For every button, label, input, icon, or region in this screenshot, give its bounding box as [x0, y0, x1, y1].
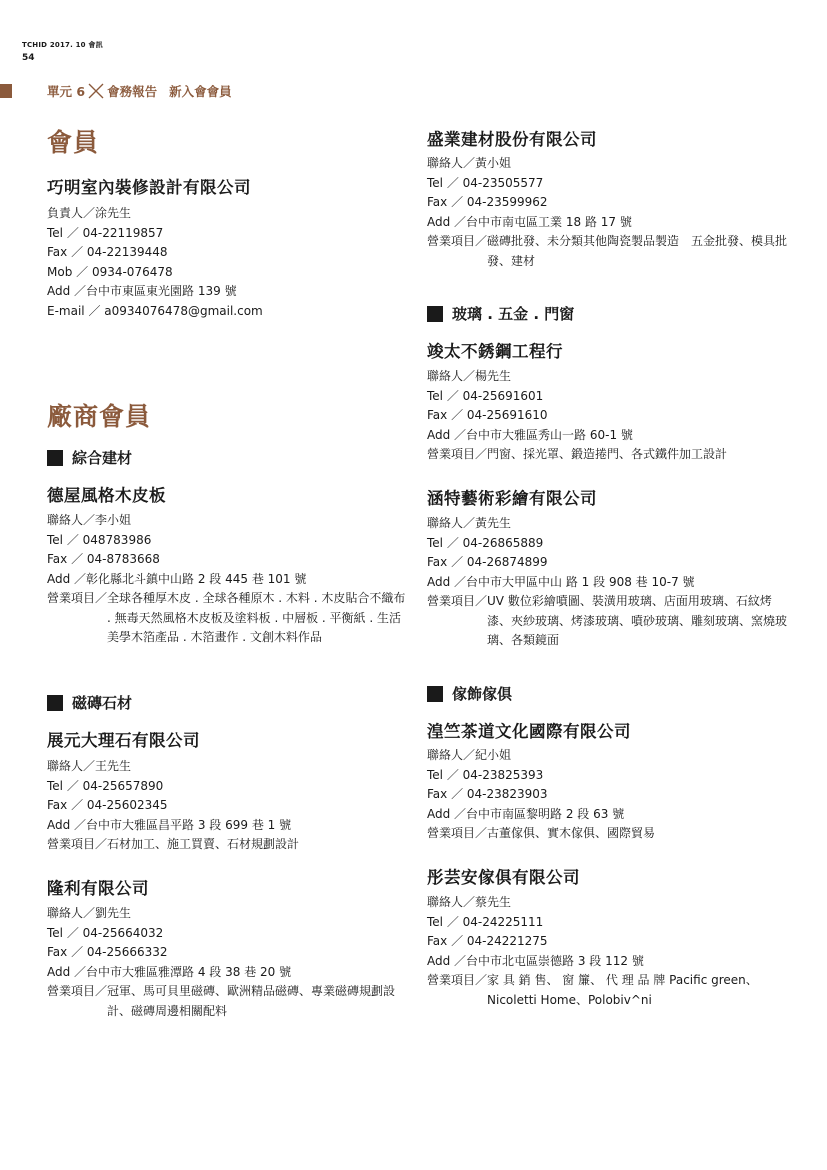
detail-line: Add ／台中市大雅區秀山一路 60-1 號: [427, 427, 633, 442]
category-heading: [47, 447, 132, 468]
detail-line: Fax ／ 04-23823903: [427, 787, 548, 801]
detail-line: 聯絡人／黃先生: [427, 516, 512, 530]
detail-line: Fax ／ 04-25691610: [427, 408, 548, 422]
company-details: [47, 204, 407, 321]
detail-line: Tel ／ 04-25657890: [47, 778, 164, 793]
detail-line: Fax ／ 04-25602345: [47, 798, 168, 812]
company-name: 湟竺茶道文化國際有限公司: [427, 722, 631, 741]
category-label: 磁磚石材: [72, 694, 133, 712]
business-label: 營業項目／: [427, 973, 488, 987]
detail-line: 聯絡人／楊先生: [427, 369, 512, 383]
unit-label: 單元 6: [47, 84, 86, 99]
business-line: [427, 971, 792, 1010]
square-bullet-icon: [427, 686, 443, 702]
square-bullet-icon: [47, 450, 63, 466]
detail-line: Tel ／ 04-26865889: [427, 535, 544, 550]
detail-line: 聯絡人／李小姐: [47, 513, 132, 527]
detail-line: Add ／台中市南屯區工業 18 路 17 號: [427, 214, 632, 229]
business-label: 營業項目／: [427, 826, 488, 840]
business-value: UV 數位彩繪噴圖、裝潢用玻璃、店面用玻璃、石紋烤漆、夾紗玻璃、烤漆玻璃、噴砂玻璃、雕刻玻璃、窯燒玻璃、各類鏡面: [487, 594, 788, 647]
detail-line: Add ／台中市大雅區昌平路 3 段 699 巷 1 號: [47, 817, 292, 832]
detail-line: 聯絡人／蔡先生: [427, 895, 512, 909]
detail-line: Mob ／ 0934-076478: [47, 264, 173, 279]
company-details: [47, 511, 407, 648]
company-name: 盛業建材股份有限公司: [427, 130, 597, 149]
business-line: [427, 592, 792, 651]
business-line: [427, 445, 792, 465]
detail-line: Fax ／ 04-25666332: [47, 945, 168, 959]
category-label: 玻璃 . 五金 . 門窗: [452, 305, 575, 323]
page-number: 54: [22, 53, 35, 63]
business-value: 家 具 銷 售、 窗 簾、 代 理 品 牌 Pacific green、Nicoletti Home、Polobiv^ni: [487, 973, 758, 1007]
detail-line: Tel ／ 04-25691601: [427, 388, 544, 403]
company-name: 德屋風格木皮板: [47, 486, 166, 505]
category-label: 傢飾傢俱: [452, 685, 513, 703]
company-name: 涵特藝術彩繪有限公司: [427, 489, 597, 508]
business-value: 冠軍、馬可貝里磁磚、歐洲精品磁磚、專業磁磚規劃設計、磁磚周邊相關配料: [107, 984, 396, 1018]
detail-line: Fax ／ 04-23599962: [427, 195, 548, 209]
company-details: [47, 757, 407, 855]
unit-subtitle: 新入會會員: [169, 84, 232, 99]
category-heading: [427, 683, 512, 704]
detail-line: Fax ／ 04-8783668: [47, 552, 160, 566]
magazine-header: TCHID 2017. 10 會訊: [22, 41, 103, 49]
business-line: [427, 824, 792, 844]
company-name: 巧明室內裝修設計有限公司: [47, 178, 251, 197]
square-bullet-icon: [427, 306, 443, 322]
detail-line: E-mail ／ a0934076478@gmail.com: [47, 303, 263, 318]
business-value: 全球各種厚木皮 . 全球各種原木 . 木料 . 木皮貼合不織布 . 無毒天然風格木皮板及塗料板 . 中層板 . 平衡紙 . 生活美學木箔產品 . 木箔畫作 . 文創木料作品: [107, 591, 406, 644]
detail-line: Fax ／ 04-26874899: [427, 555, 548, 569]
detail-line: Add ／台中市北屯區崇德路 3 段 112 號: [427, 953, 644, 968]
business-value: 石材加工、施工買賣、石材規劃設計: [107, 837, 300, 851]
detail-line: 聯絡人／劉先生: [47, 906, 132, 920]
business-value: 門窗、採光罩、鍛造捲門、各式鐵件加工設計: [487, 447, 728, 461]
detail-line: 聯絡人／黃小姐: [427, 156, 512, 170]
company-name: 竣太不銹鋼工程行: [427, 342, 563, 361]
detail-line: Tel ／ 04-25664032: [47, 925, 164, 940]
company-details: [427, 367, 792, 465]
business-line: [427, 232, 792, 271]
unit-heading: [47, 82, 232, 100]
business-label: 營業項目／: [427, 234, 488, 248]
company-details: [427, 514, 792, 651]
business-label: 營業項目／: [47, 837, 108, 851]
detail-line: 負責人／涂先生: [47, 206, 132, 220]
detail-line: Add ／台中市東區東光園路 139 號: [47, 284, 237, 298]
vendors-title: 廠商會員: [47, 402, 152, 431]
company-name: 隆利有限公司: [47, 879, 149, 898]
category-label: 綜合建材: [72, 449, 133, 467]
business-label: 營業項目／: [427, 447, 488, 461]
business-line: [47, 982, 407, 1021]
members-title: 會員: [47, 128, 100, 157]
detail-line: 聯絡人／紀小姐: [427, 748, 512, 762]
business-value: 磁磚批發、未分類其他陶瓷製品製造 五金批發、模具批發、建材: [487, 234, 788, 268]
cross-icon: [88, 83, 104, 99]
company-details: [427, 746, 792, 844]
business-line: [47, 835, 407, 855]
detail-line: Tel ／ 048783986: [47, 532, 152, 547]
detail-line: Fax ／ 04-22139448: [47, 245, 168, 259]
company-name: 彤芸安傢俱有限公司: [427, 868, 580, 887]
business-line: [47, 589, 407, 648]
category-heading: [47, 692, 132, 713]
detail-line: Tel ／ 04-23505577: [427, 175, 544, 190]
detail-line: Add ／台中市大雅區雅潭路 4 段 38 巷 20 號: [47, 964, 292, 979]
detail-line: Add ／台中市南區黎明路 2 段 63 號: [427, 806, 625, 821]
unit-title: 會務報告: [107, 84, 158, 99]
detail-line: Tel ／ 04-23825393: [427, 767, 544, 782]
detail-line: Add ／台中市大甲區中山 路 1 段 908 巷 10-7 號: [427, 574, 695, 589]
detail-line: 聯絡人／王先生: [47, 759, 132, 773]
business-value: 古董傢俱、實木傢俱、國際貿易: [487, 826, 656, 840]
company-name: 展元大理石有限公司: [47, 731, 200, 750]
square-bullet-icon: [47, 695, 63, 711]
section-marker: [0, 84, 12, 98]
business-label: 營業項目／: [47, 984, 108, 998]
business-label: 營業項目／: [47, 591, 108, 605]
detail-line: Fax ／ 04-24221275: [427, 934, 548, 948]
detail-line: Add ／彰化縣北斗鎮中山路 2 段 445 巷 101 號: [47, 571, 307, 586]
company-details: [427, 893, 792, 1010]
detail-line: Tel ／ 04-24225111: [427, 914, 544, 929]
company-details: [427, 154, 792, 271]
category-heading: [427, 303, 574, 324]
detail-line: Tel ／ 04-22119857: [47, 225, 164, 240]
business-label: 營業項目／: [427, 594, 488, 608]
company-details: [47, 904, 407, 1021]
